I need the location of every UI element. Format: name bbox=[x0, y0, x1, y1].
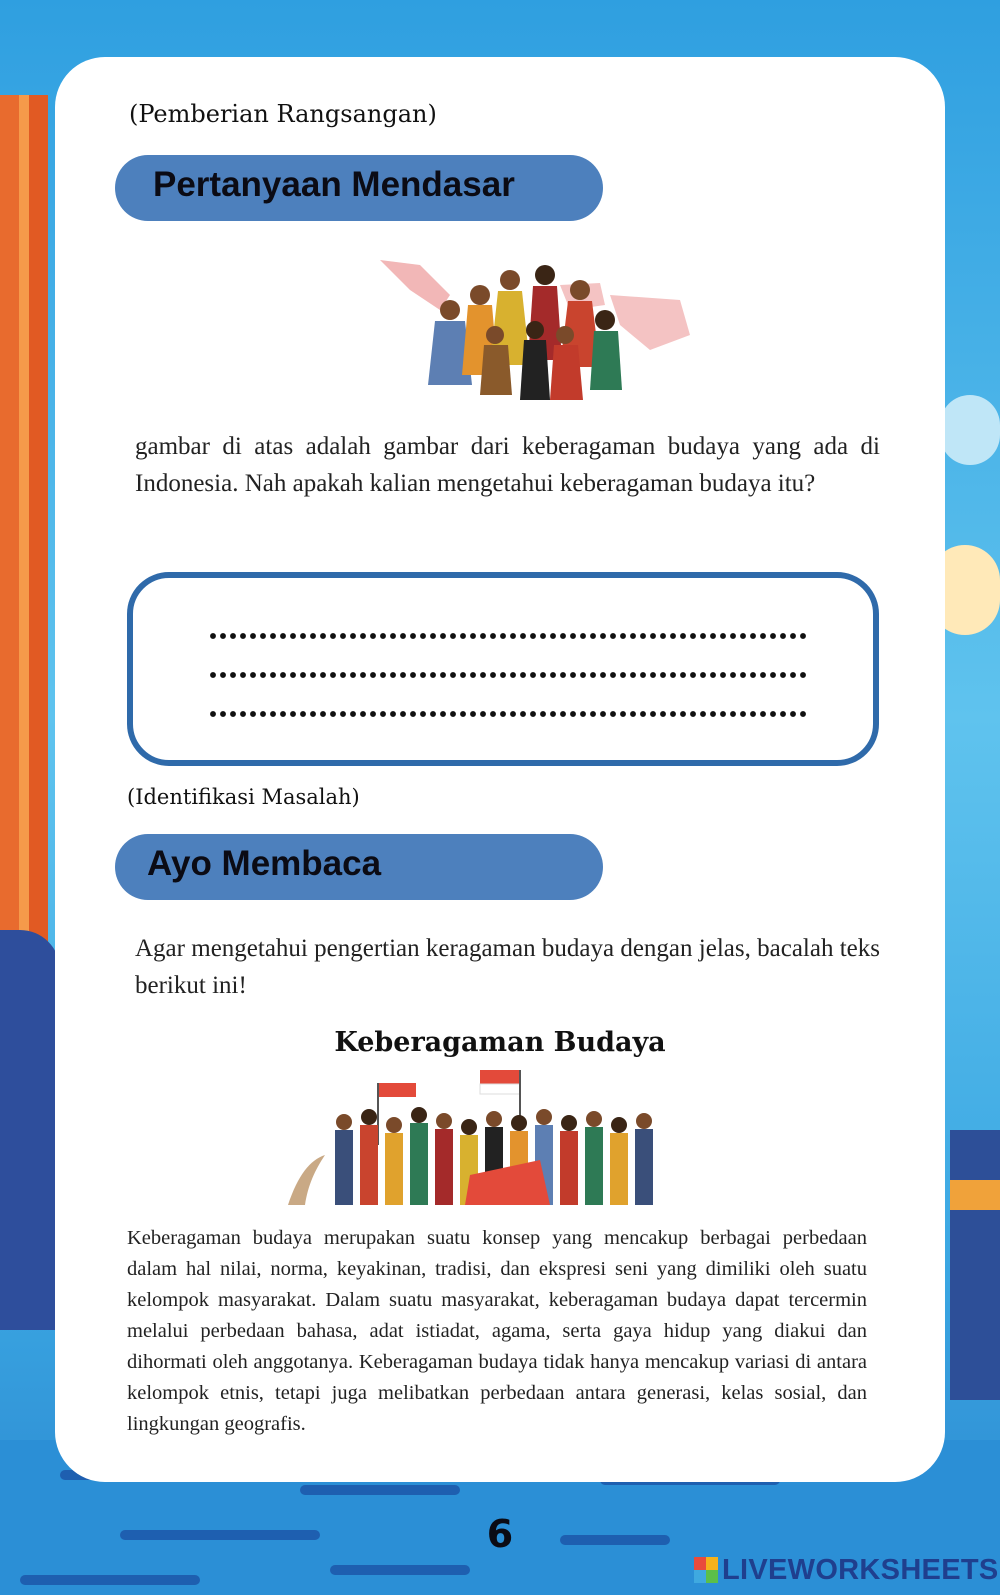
intro-paragraph: gambar di atas adalah gambar dari keberagaman budaya yang ada di Indonesia. Nah apakah kalian mengetahui keberagaman budaya itu? bbox=[135, 433, 880, 497]
cloud-shape bbox=[940, 395, 1000, 465]
cultural-diversity-illustration bbox=[380, 255, 700, 405]
flag-crowd-illustration bbox=[280, 1065, 680, 1215]
brand-name: LIVEWORKSHEETS bbox=[722, 1553, 999, 1586]
liveworksheets-logo-icon bbox=[694, 1557, 718, 1583]
city-skyline-illustration bbox=[950, 1130, 1000, 1400]
page-number: 6 bbox=[486, 1512, 514, 1556]
liveworksheets-brand[interactable] bbox=[694, 1553, 999, 1587]
answer-box[interactable] bbox=[127, 572, 879, 766]
section-title-text: Ayo Membaca bbox=[147, 844, 382, 883]
answer-line-1[interactable] bbox=[208, 631, 808, 641]
problem-heading: (Identifikasi Masalah) bbox=[127, 785, 360, 809]
reading-instruction: Agar mengetahui pengertian keragaman budaya dengan jelas, bacalah teks berikut ini! bbox=[135, 935, 880, 999]
bridge-tower-illustration bbox=[0, 95, 48, 995]
stimulus-heading: (Pemberian Rangsangan) bbox=[129, 100, 437, 128]
section-title-ayo-membaca bbox=[115, 834, 603, 900]
reading-text: Keberagaman budaya merupakan suatu konsep yang mencakup berbagai perbedaan dalam hal nilai, norma, keyakinan, tradisi, dan ekspresi seni yang dimiliki oleh suatu kelompok masyarakat. Dalam suatu masyarakat, keberagaman budaya dapat tercermin melalui perbedaan bahasa, adat istiadat, agama, serta gaya hidup yang diakui dan dihormati oleh anggotanya. Keberagaman budaya tidak hanya mencakup variasi di antara kelompok etnis, tetapi juga melibatkan perbedaan antara generasi, kelas sosial, dan lingkungan geografis. bbox=[127, 1227, 867, 1435]
city-skyline-illustration bbox=[950, 1180, 1000, 1210]
answer-line-3[interactable] bbox=[208, 709, 808, 719]
section-title-pertanyaan bbox=[115, 155, 603, 221]
answer-line-2[interactable] bbox=[208, 670, 808, 680]
bridge-arch-illustration bbox=[0, 930, 60, 1330]
section-title-text: Pertanyaan Mendasar bbox=[153, 165, 515, 204]
reading-title: Keberagaman Budaya bbox=[334, 1027, 666, 1058]
